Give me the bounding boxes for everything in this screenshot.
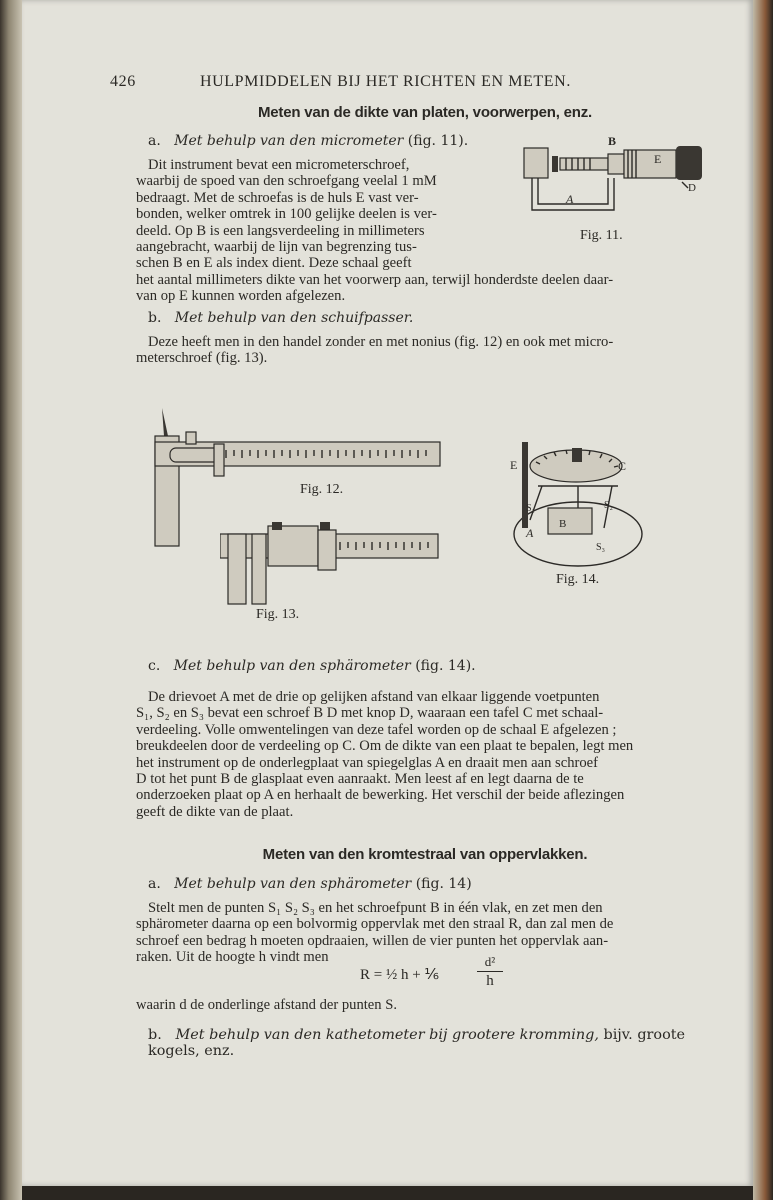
page-edge — [753, 0, 773, 1200]
page-number: 426 — [110, 73, 136, 90]
fig14-label-A: A — [526, 526, 534, 540]
text-line: breukdeelen door de verdeeling op C. Om de dikte van een plaat te bepalen, legt men — [136, 738, 634, 755]
subsection-label: c. — [148, 658, 161, 674]
subsection-label: a. — [148, 133, 161, 149]
text-line: Stelt men de punten S₁ S₂ S₃ en het schroefpunt B in één vlak, en zet men den — [148, 900, 603, 916]
figure-11-micrometer — [516, 140, 712, 220]
text-line: S₁, S₂ en S₃ bevat een schroef B D met knop D, waaraan een tafel C met schaal- — [136, 705, 604, 722]
subsection-c-title — [148, 658, 548, 674]
text-line: het instrument op de onderlegplaat van spiegelglas A en draait men aan schroef — [136, 754, 598, 771]
text-line: sphärometer daarna op een bolvormig oppervlak met den straal R, dan zal men de — [136, 916, 614, 933]
paragraph-spherometer — [136, 689, 722, 820]
formula-lhs: R = ½ h + ⅙ — [360, 967, 439, 983]
subsection-2b-title — [148, 1027, 728, 1059]
book-binding — [0, 0, 22, 1200]
subsection-label: b. — [148, 310, 162, 326]
fig14-label-B: B — [559, 518, 567, 530]
text-line: De drievoet A met de drie op gelijken afstand van elkaar liggende voetpunten — [148, 689, 600, 705]
page-bottom-shadow — [22, 1186, 753, 1200]
paragraph-schuifpasser — [136, 334, 722, 367]
fig14-label-E: E — [510, 458, 518, 472]
text-line: waarbij de spoed van den schroefgang veelal 1 mM — [136, 173, 437, 190]
paragraph-micrometer-cont — [136, 272, 722, 305]
subsection-title: Met behulp van den kathetometer bij grootere kromming, — [175, 1027, 599, 1043]
subsection-title: Met behulp van den sphärometer — [174, 876, 412, 892]
fig11-label-E: E — [654, 152, 662, 166]
text-line: Deze heeft men in den handel zonder en met nonius (fig. 12) en ook met micro- — [148, 334, 614, 350]
subsection-b-title — [148, 310, 548, 326]
text-line: bedraagt. Met de schroefas is de huls E vast ver- — [136, 189, 419, 206]
fig14-label-S3: S₃ — [596, 542, 606, 553]
section-heading-curvature: Meten van den kromtestraal van oppervlakken. — [262, 846, 588, 863]
paragraph-micrometer — [136, 157, 496, 272]
text-line: het aantal millimeters dikte van het voorwerp aan, terwijl honderdste deelen daar- — [136, 272, 614, 288]
fig14-caption: Fig. 14. — [556, 572, 600, 587]
text-line: van op E kunnen worden afgelezen. — [136, 288, 346, 305]
subsection-title: Met behulp van den sphärometer — [173, 658, 411, 674]
fig14-label-S1: S₁ — [526, 503, 536, 514]
text-line: bonden, welker omtrek in 100 gelijke deelen is ver- — [136, 206, 437, 223]
text-line: geeft de dikte van de plaat. — [136, 803, 294, 820]
fig12-caption: Fig. 12. — [300, 482, 344, 497]
text-line: Dit instrument bevat een micrometerschroef, — [148, 157, 410, 173]
text-line: raken. Uit de hoogte h vindt men — [136, 949, 329, 966]
fig14-label-C: C — [618, 459, 627, 473]
figure-ref: (fig. 14). — [415, 658, 476, 674]
subsection-2a-title — [148, 876, 548, 892]
subsection-label: a. — [148, 876, 161, 892]
text-line: deeld. Op B is een langsverdeeling in millimeters — [136, 222, 425, 239]
fig11-label-A: A — [566, 192, 574, 206]
figure-ref: (fig. 11). — [407, 133, 469, 149]
fig11-label-D: D — [688, 182, 696, 194]
formula-denominator: h — [477, 971, 503, 990]
fig14-label-S2: S₂ — [604, 500, 614, 511]
figure-ref: (fig. 14) — [415, 876, 472, 892]
formula-explanation: waarin d de onderlinge afstand der punten S. — [136, 997, 397, 1013]
text-line: schen B en E als index dient. Deze schaal geeft — [136, 255, 412, 272]
fig13-caption: Fig. 13. — [256, 607, 300, 622]
subsection-title: Met behulp van den schuifpasser. — [174, 310, 414, 326]
text-line: meterschroef (fig. 13). — [136, 350, 268, 367]
subsection-title: Met behulp van den micrometer — [174, 133, 404, 149]
section-heading-thickness: Meten van de dikte van platen, voorwerpen, enz. — [257, 104, 593, 121]
text-line: onderzoeken plaat op A en herhaalt de bewerking. Het verschil der beide aflezingen — [136, 787, 625, 804]
fig11-caption: Fig. 11. — [580, 228, 623, 243]
paragraph-curvature — [136, 900, 722, 966]
running-head — [110, 73, 710, 91]
fig11-label-B: B — [608, 134, 617, 148]
text-line: schroef een bedrag h moeten opdraaien, willen de vier punten het oppervlak aan- — [136, 932, 609, 949]
text-line: D tot het punt B de glasplaat even aanraakt. Men leest af en legt daarna de te — [136, 771, 584, 788]
formula-fraction — [477, 953, 503, 990]
subsection-label: b. — [148, 1027, 162, 1043]
running-title: HULPMIDDELEN BIJ HET RICHTEN EN METEN. — [200, 73, 571, 90]
text-line: aangebracht, waarbij de lijn van begrenzing tus- — [136, 239, 417, 256]
formula-numerator: d² — [484, 954, 496, 969]
formula-radius — [360, 965, 439, 984]
figure-13-micrometer-caliper — [220, 520, 440, 606]
subsection-rest: bijv. groote kogels, enz. — [148, 1027, 686, 1059]
subsection-a-title — [148, 133, 508, 149]
text-line: verdeeling. Volle omwentelingen van deze tafel worden op de schaal E afgelezen ; — [136, 721, 617, 738]
